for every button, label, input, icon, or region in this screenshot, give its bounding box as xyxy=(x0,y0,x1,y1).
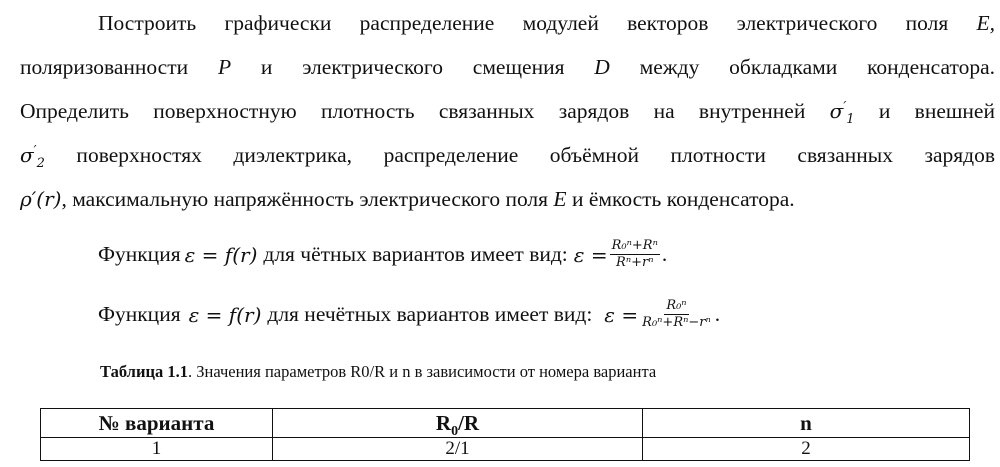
paragraph-line-1: Построить графически распределение модулей векторов электрического поля E, xyxy=(98,11,995,35)
table-row xyxy=(41,438,970,461)
function-even-fraction: $\frac{\text{R₀ⁿ+Rⁿ}}{\text{Rⁿ+rⁿ}}$ xyxy=(611,238,658,270)
function-even-lhs: ε = f(r) xyxy=(184,242,258,267)
cell-variant: 1 xyxy=(41,438,273,461)
cell-n: 2 xyxy=(643,438,970,461)
function-odd-line: Функция ε = f(r) для нечётных вариантов имеет вид: ε = $\frac{\text{R₀ⁿ}}{\text{R₀ⁿ+Rⁿ−rⁿ}}$ . xyxy=(98,298,721,330)
paragraph-line-5: ρ′(r), максимальную напряжённость электрического поля E и ёмкость конденсатора. xyxy=(20,187,795,211)
function-even-line: Функция ε = f(r) для чётных вариантов имеет вид: ε = $\frac{\text{R₀ⁿ+Rⁿ}}{\text{Rⁿ+rⁿ}}$ . xyxy=(98,238,668,270)
header-variant: № варианта xyxy=(41,409,273,438)
symbol-D: D xyxy=(594,55,610,79)
problem-paragraph xyxy=(20,1,995,221)
table-caption: Таблица 1.1. Значения параметров R0/R и n в зависимости от номера варианта xyxy=(100,362,657,381)
symbol-sigma2: $\sigma'_2$ xyxy=(20,143,45,171)
table-caption-label: Таблица 1.1 xyxy=(100,362,188,381)
symbol-E: E, xyxy=(976,11,995,35)
function-odd-fraction: $\frac{\text{R₀ⁿ}}{\text{R₀ⁿ+Rⁿ−rⁿ}}$ xyxy=(642,298,711,330)
symbol-E-max: E xyxy=(553,187,567,211)
symbol-rho: ρ′(r) xyxy=(20,187,62,211)
header-n: n xyxy=(643,409,970,438)
function-odd-lhs: ε = f(r) xyxy=(188,302,262,327)
paragraph-line-2: поляризованности P и электрического смещения D между обкладками конденсатора. xyxy=(20,55,995,79)
header-ratio: $R_0/R$ xyxy=(273,409,643,438)
function-odd-eq: ε = xyxy=(604,302,639,327)
parameters-table xyxy=(40,408,970,461)
paragraph-line-4: $\sigma'_2$ поверхностях диэлектрика, распределение объёмной плотности связанных зарядов xyxy=(20,143,995,171)
symbol-P: P xyxy=(217,55,232,79)
table-header-row xyxy=(41,409,970,438)
function-even-eq: ε = xyxy=(573,242,608,267)
symbol-sigma1: $\sigma'_1$ xyxy=(829,99,855,127)
cell-ratio: 2/1 xyxy=(273,438,643,461)
paragraph-line-3: Определить поверхностную плотность связанных зарядов на внутренней $\sigma'_1$ и внешней xyxy=(20,99,995,127)
